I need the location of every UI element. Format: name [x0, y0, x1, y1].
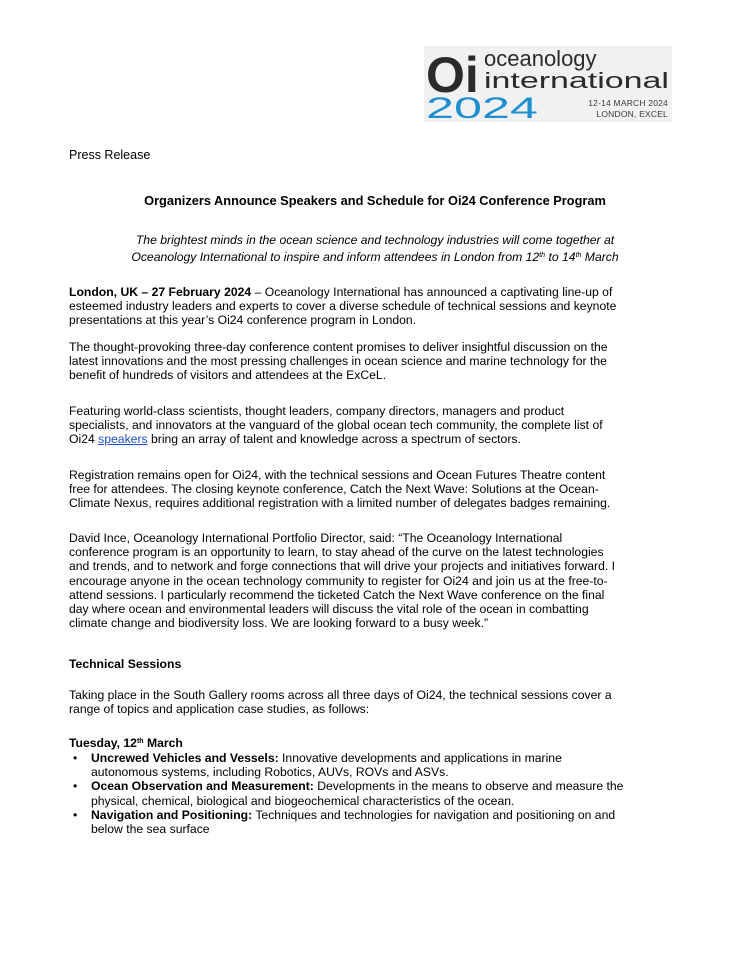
paragraph-1: [69, 285, 681, 328]
paragraph-line: presentations at this year’s Oi24 conference program in London.: [69, 313, 417, 328]
subhead-text: to 14: [545, 249, 576, 264]
paragraph-line: [69, 285, 681, 299]
paragraph-line: range of topics and application case studies, as follows:: [69, 702, 370, 717]
press-release-label: Press Release: [69, 148, 151, 162]
paragraph-line: benefit of hundreds of visitors and attendees at the ExCeL.: [69, 368, 387, 383]
list-item-text: Techniques and technologies for navigation and positioning on and: [252, 807, 616, 822]
paragraph-5-quote: [69, 531, 681, 630]
paragraph-line: climate change and biodiversity loss. We are looking forward to a busy week.”: [69, 616, 489, 631]
paragraph-line: esteemed industry leaders and experts to cover a diverse schedule of technical sessions and keynote: [69, 299, 617, 314]
paragraph-line: Featuring world-class scientists, thought leaders, company directors, managers and product: [69, 404, 565, 418]
logo-date-block: [588, 98, 668, 120]
dateline: London, UK – 27 February 2024: [69, 285, 252, 299]
paragraph-line: and trends, and to network and forge connections that will drive your projects and initiatives forward. I: [69, 559, 616, 574]
paragraph-line: conference program is an opportunity to learn, to stay ahead of the curve on the latest technologies: [69, 545, 604, 560]
list-item-line: [91, 751, 681, 765]
superscript: th: [575, 251, 582, 259]
paragraph-3: [69, 404, 681, 447]
list-item: [69, 808, 681, 836]
technical-sessions-heading: Technical Sessions: [69, 657, 182, 671]
bullet-icon: •: [73, 779, 78, 794]
oi24-logo: [424, 46, 672, 122]
logo-line2-text: international: [484, 68, 669, 93]
subhead-line-2: [69, 249, 681, 266]
session-list: [69, 751, 681, 836]
logo-year-text: 2024: [426, 92, 538, 122]
paragraph-line: day where ocean and environmental leaders will discuss the vital role of the ocean in combatting: [69, 602, 589, 617]
list-item-title: Uncrewed Vehicles and Vessels:: [91, 751, 279, 765]
logo-line1-text: oceanology: [484, 46, 597, 71]
headline: Organizers Announce Speakers and Schedule for Oi24 Conference Program: [144, 193, 606, 208]
superscript: th: [539, 251, 546, 259]
superscript: th: [136, 738, 144, 745]
subheadline: [69, 232, 681, 265]
paragraph-text: – Oceanology International has announced a captivating line-up of: [251, 285, 613, 299]
logo-venue: LONDON, EXCEL: [596, 109, 668, 119]
logo-dates: 12-14 MARCH 2024: [588, 98, 668, 108]
day-heading: [69, 736, 183, 750]
paragraph-line: free for attendees. The closing keynote conference, Catch the Next Wave: Solutions at the Ocean-: [69, 482, 599, 497]
list-item-title: Navigation and Positioning:: [91, 807, 253, 822]
subhead-text: March: [581, 249, 619, 264]
speakers-link[interactable]: speakers: [98, 432, 148, 447]
paragraph-line: specialists, and innovators at the vanguard of the global ocean tech community, the complete list of: [69, 418, 603, 433]
paragraph-line: latest innovations and the most pressing challenges in ocean science and marine technology for the: [69, 354, 607, 369]
paragraph-line: Climate Nexus, requires additional registration with a limited number of delegates badges remaining.: [69, 496, 611, 511]
paragraph-line: [69, 432, 681, 446]
logo-oi-text: Oi: [426, 47, 479, 103]
day-text: Tuesday, 12: [69, 736, 137, 750]
list-item-line: [91, 779, 681, 793]
paragraph-4: [69, 468, 681, 511]
list-item-title: Ocean Observation and Measurement:: [91, 779, 314, 794]
day-text: March: [143, 736, 183, 750]
paragraph-line: attend sessions. I particularly recommend the ticketed Catch the Next Wave conference on the final: [69, 587, 605, 602]
paragraph-line: encourage anyone in the ocean technology community to register for Oi24 and join us at the free-to-: [69, 573, 608, 588]
paragraph-2: [69, 340, 681, 383]
list-item-text: Developments in the means to observe and measure the: [313, 779, 624, 794]
bullet-icon: •: [73, 751, 78, 765]
list-item: [69, 779, 681, 807]
subhead-text: Oceanology International to inspire and inform attendees in London from 12: [131, 249, 540, 264]
list-item-text: Innovative developments and applications in marine: [278, 751, 562, 765]
list-item-line: autonomous systems, including Robotics, AUVs, ROVs and ASVs.: [91, 765, 449, 780]
list-item-line: below the sea surface: [91, 822, 210, 837]
list-item-line: physical, chemical, biological and biogeochemical characteristics of the ocean.: [91, 793, 515, 808]
paragraph-text: bring an array of talent and knowledge across a spectrum of sectors.: [147, 432, 521, 447]
bullet-icon: •: [73, 807, 78, 822]
paragraph-6: [69, 688, 681, 716]
paragraph-line: David Ince, Oceanology International Portfolio Director, said: “The Oceanology International: [69, 531, 563, 545]
list-item-line: [91, 808, 681, 822]
paragraph-text: Oi24: [69, 432, 99, 447]
paragraph-line: The thought-provoking three-day conference content promises to deliver insightful discussion on the: [69, 340, 608, 354]
paragraph-line: Registration remains open for Oi24, with the technical sessions and Ocean Futures Theatre content: [69, 468, 606, 482]
paragraph-line: Taking place in the South Gallery rooms across all three days of Oi24, the technical sessions cover a: [69, 688, 612, 702]
subhead-line-1: The brightest minds in the ocean science and technology industries will come together at: [135, 233, 615, 247]
list-item: [69, 751, 681, 779]
